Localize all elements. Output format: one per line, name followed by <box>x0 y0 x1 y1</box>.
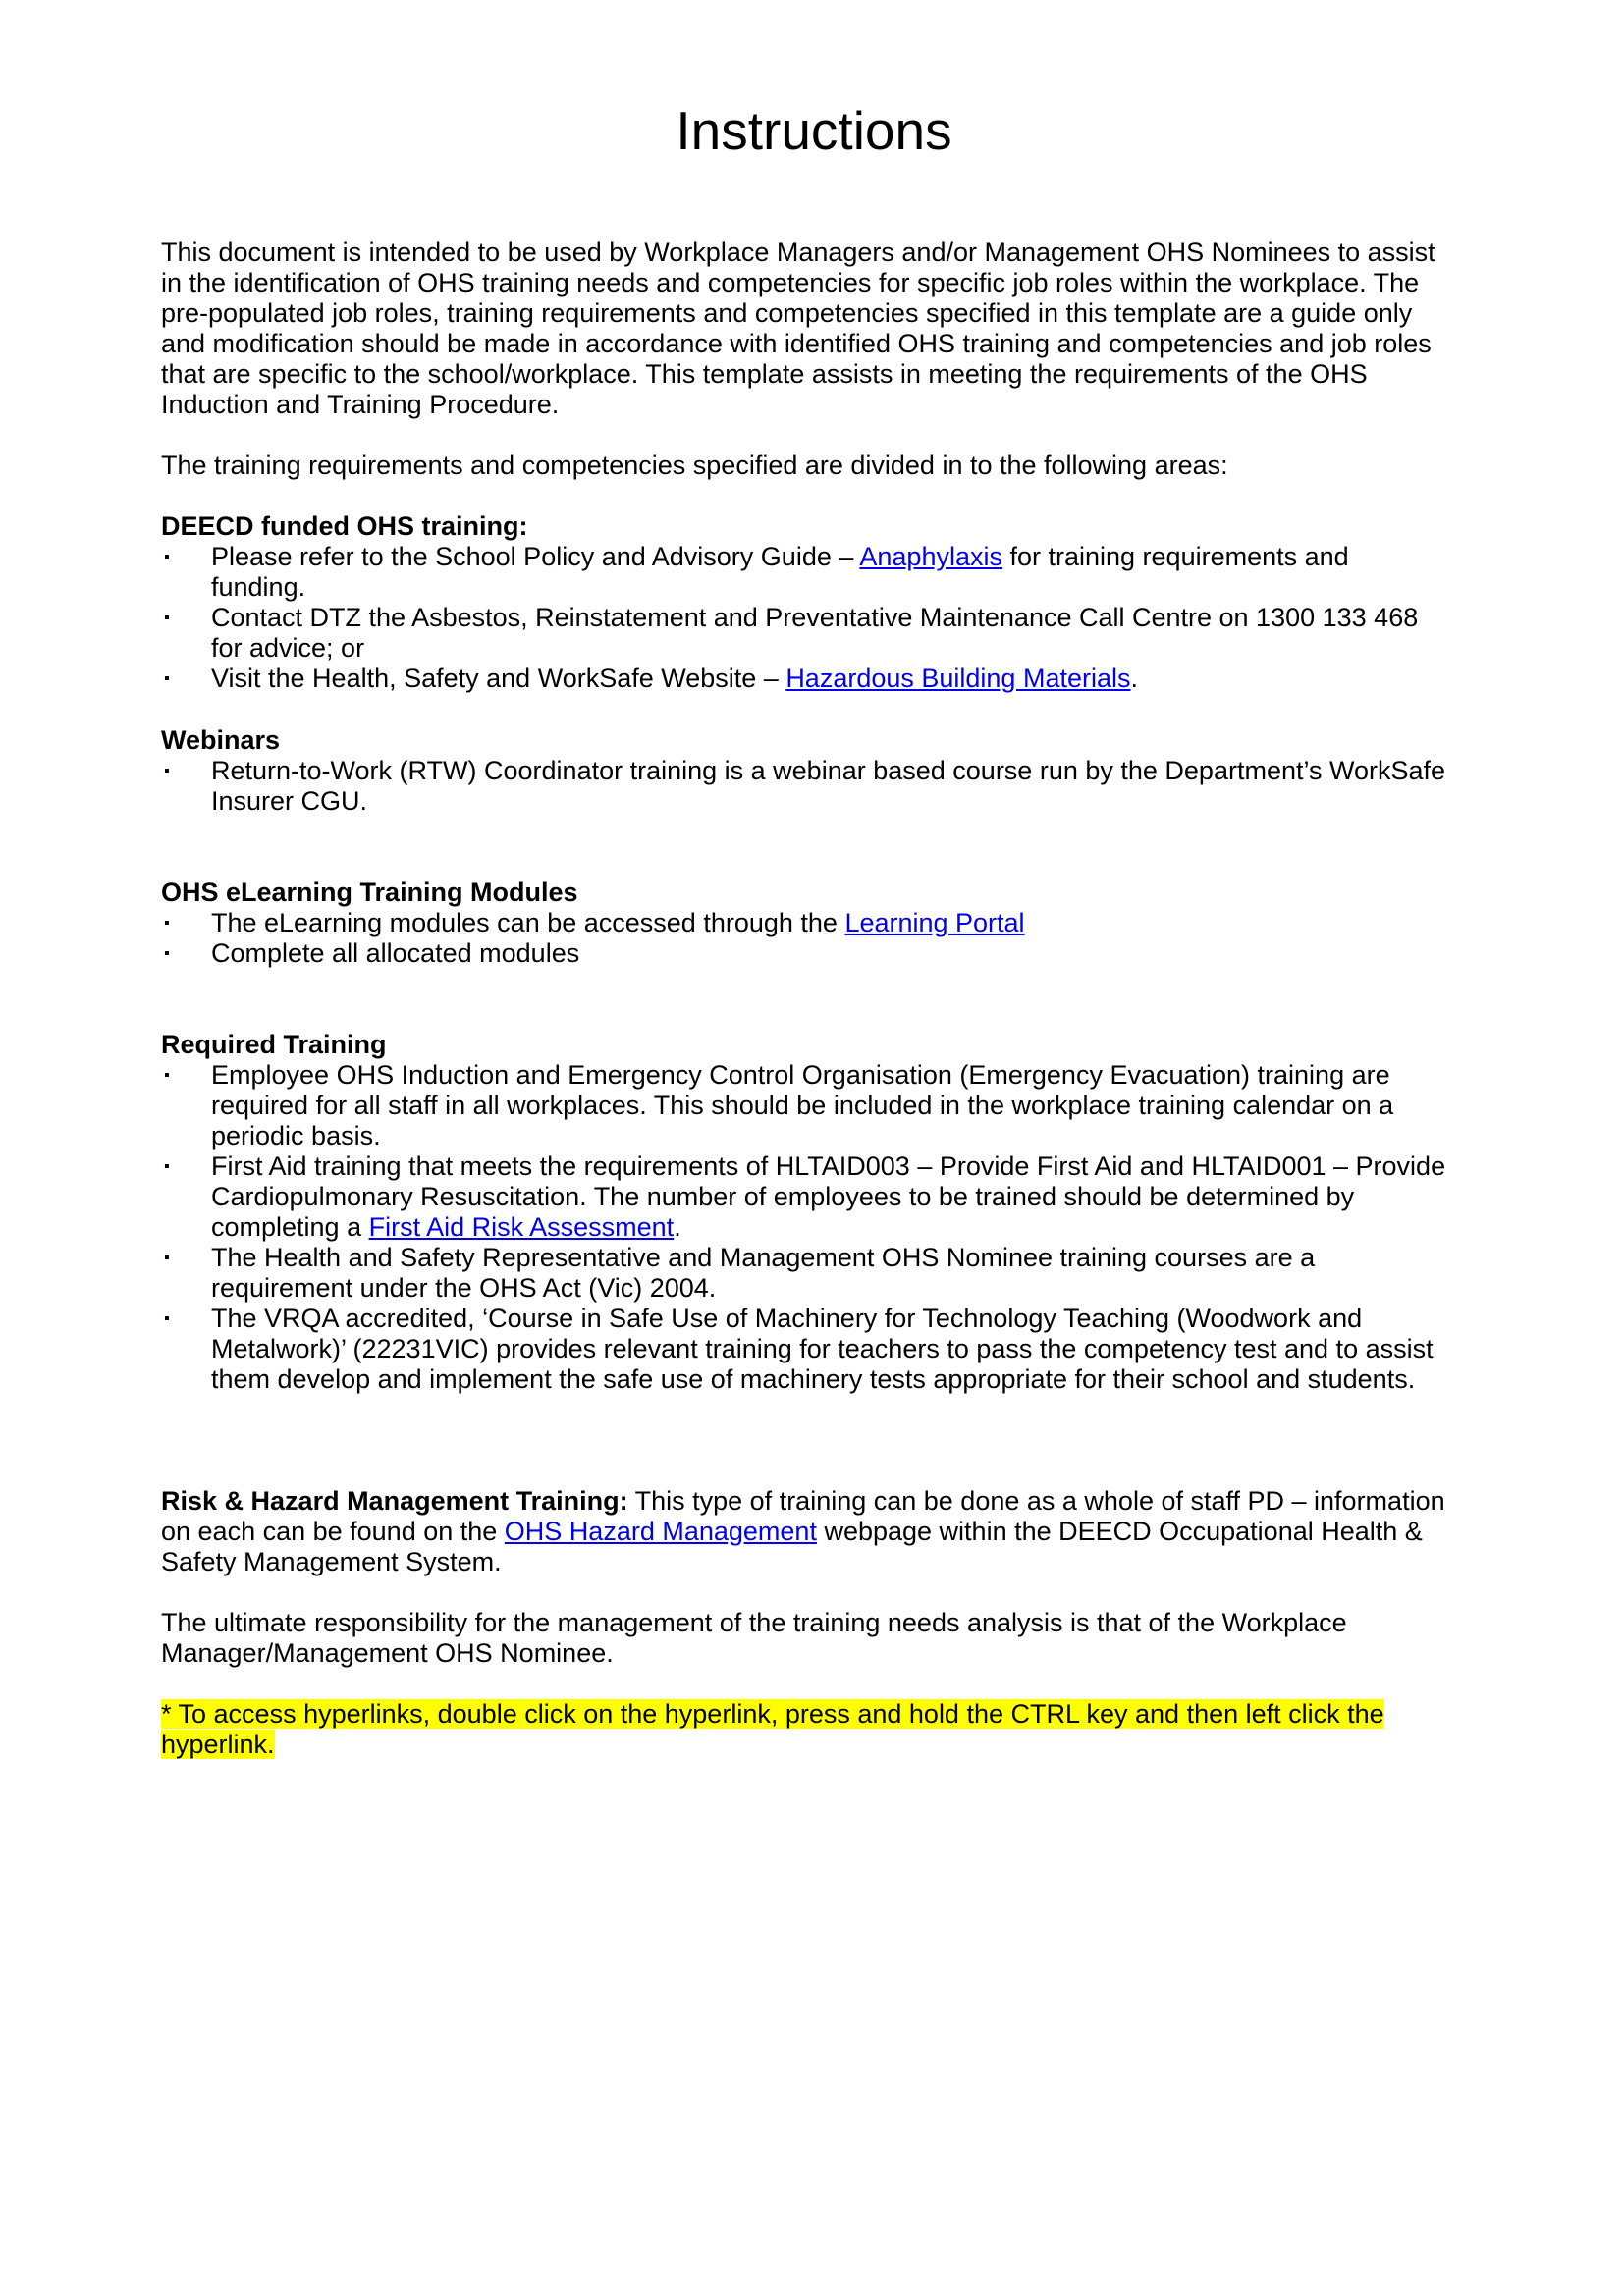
ohs-hazard-management-link[interactable]: OHS Hazard Management <box>504 1517 817 1546</box>
bullet-icon: ▪ <box>164 549 170 565</box>
bullet-icon: ▪ <box>164 670 170 687</box>
bullet-icon: ▪ <box>164 763 170 779</box>
learning-portal-link[interactable]: Learning Portal <box>844 908 1025 937</box>
deecd-list <box>161 542 1447 694</box>
webinars-list <box>161 756 1447 817</box>
webinars-heading: Webinars <box>161 725 281 755</box>
hazardous-building-materials-link[interactable]: Hazardous Building Materials <box>785 664 1131 693</box>
bullet-icon: ▪ <box>164 945 170 962</box>
list-item: ▪ The Health and Safety Representative and Management OHS Nominee training courses are a requirement under the OHS Act (Vic) 2004. <box>164 1243 1316 1303</box>
list-item: ▪ Complete all allocated modules <box>164 938 580 968</box>
bullet-icon: ▪ <box>164 1067 170 1084</box>
list-item: ▪ Employee OHS Induction and Emergency Control Organisation (Emergency Evacuation) training are required for all staff in all workplaces. This should be included in the workplace training calendar on a periodic basis. <box>164 1060 1394 1150</box>
list-item: ▪ The VRQA accredited, ‘Course in Safe Use of Machinery for Technology Teaching (Woodwork and Metalwork)’ (22231VIC) provides relevant training for teachers to pass the competency test and to assist them develop and implement the safe use of machinery tests appropriate for their school and students. <box>164 1304 1434 1394</box>
risk-hazard-heading: Risk & Hazard Management Training: <box>161 1486 628 1516</box>
webinars-section <box>161 725 1447 817</box>
list-item: ▪ The eLearning modules can be accessed through the Learning Portal <box>164 908 1025 937</box>
elearning-heading: OHS eLearning Training Modules <box>161 878 578 907</box>
bullet-icon: ▪ <box>164 610 170 626</box>
deecd-heading: DEECD funded OHS training: <box>161 511 528 541</box>
page-title: Instructions <box>676 100 952 161</box>
first-aid-risk-assessment-link[interactable]: First Aid Risk Assessment <box>368 1212 675 1242</box>
required-training-list <box>161 1060 1447 1395</box>
intro-paragraph: This document is intended to be used by Workplace Managers and/or Management OHS Nominees to assist in the identification of OHS training needs and competencies for specific job roles within the workplace. The pre-populated job roles, training requirements and competencies specified in this template are a guide only and modification should be made in accordance with identified OHS training and competencies and job roles that are specific to the school/workplace. This template assists in meeting the requirements of the OHS Induction and Training Procedure. <box>161 238 1435 419</box>
deecd-section <box>161 511 1447 694</box>
list-item: ▪ Contact DTZ the Asbestos, Reinstatement and Preventative Maintenance Call Centre on 1300 133 468 for advice; or <box>164 603 1419 663</box>
list-item: ▪ Please refer to the School Policy and Advisory Guide – Anaphylaxis for training requirements and funding. <box>164 542 1349 602</box>
bullet-icon: ▪ <box>164 915 170 932</box>
list-item: ▪ Return-to-Work (RTW) Coordinator training is a webinar based course run by the Department’s WorkSafe Insurer CGU. <box>164 756 1446 816</box>
anaphylaxis-link[interactable]: Anaphylaxis <box>859 542 1002 571</box>
elearning-section <box>161 878 1447 969</box>
bullet-icon: ▪ <box>164 1250 170 1266</box>
list-item: ▪ First Aid training that meets the requirements of HLTAID003 – Provide First Aid and HLTAID001 – Provide Cardiopulmonary Resuscitation. The number of employees to be trained should be determined by completing a First Aid Risk Assessment. <box>164 1151 1446 1242</box>
hyperlink-note <box>161 1699 1447 1760</box>
highlighted-note: * To access hyperlinks, double click on the hyperlink, press and hold the CTRL key and then left click the hyperlink. <box>161 1699 1384 1759</box>
risk-hazard-paragraph: Risk & Hazard Management Training: This type of training can be done as a whole of staff PD – information on each can be found on the OHS Hazard Management webpage within the DEECD Occupational Health & Safety Management System. <box>161 1486 1445 1576</box>
bullet-icon: ▪ <box>164 1158 170 1175</box>
elearning-list <box>161 908 1447 969</box>
required-training-heading: Required Training <box>161 1030 387 1059</box>
areas-intro: The training requirements and competencies specified are divided in to the following areas: <box>161 451 1228 480</box>
required-training-section <box>161 1030 1447 1395</box>
bullet-icon: ▪ <box>164 1310 170 1327</box>
responsibility-paragraph: The ultimate responsibility for the management of the training needs analysis is that of the Workplace Manager/Management OHS Nominee. <box>161 1608 1347 1668</box>
list-item: ▪ Visit the Health, Safety and WorkSafe Website – Hazardous Building Materials. <box>164 664 1138 693</box>
